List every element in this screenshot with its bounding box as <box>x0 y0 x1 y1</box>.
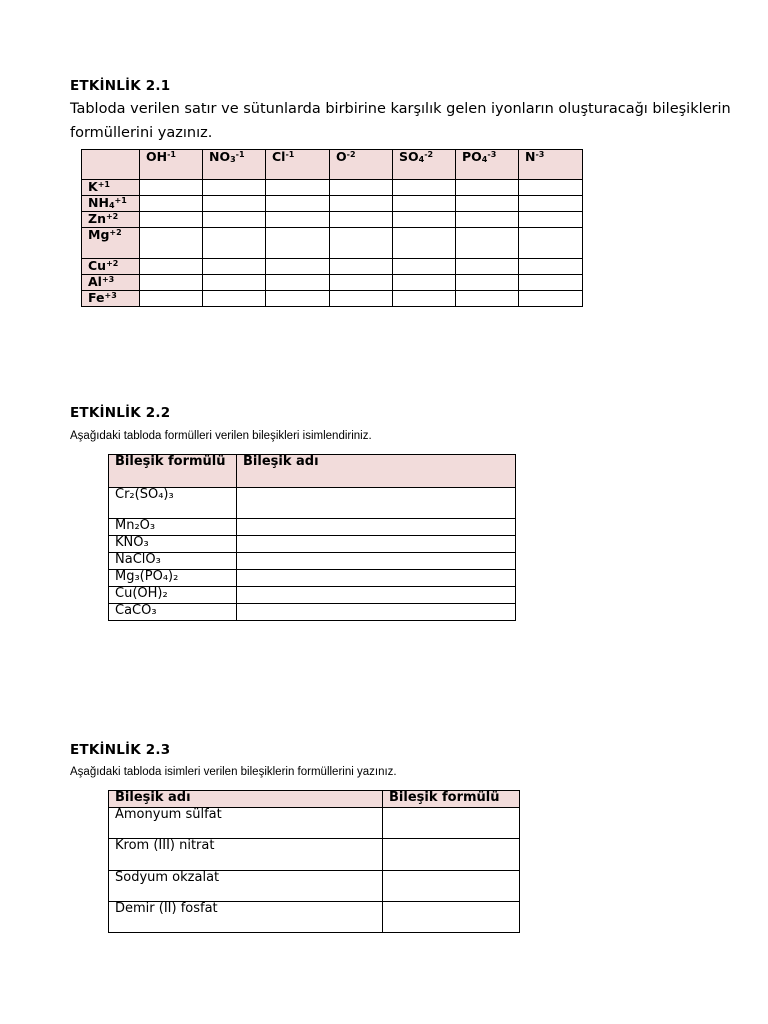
answer-cell[interactable] <box>203 275 266 291</box>
table-row <box>109 519 516 536</box>
answer-cell[interactable] <box>456 212 519 228</box>
compound-formula: Cr₂(SO₄)₃ <box>109 488 237 519</box>
column-header-name: Bileşik adı <box>237 455 516 488</box>
answer-cell[interactable] <box>140 259 203 275</box>
answer-cell[interactable] <box>456 275 519 291</box>
anion-header: $N^{-3}$ <box>519 150 583 180</box>
table-row <box>82 259 583 275</box>
answer-cell[interactable] <box>266 196 330 212</box>
answer-cell[interactable] <box>140 212 203 228</box>
activity-1-instruction-line-1: Tabloda verilen satır ve sütunlarda birbirine karşılık gelen iyonların oluşturacağı bileşiklerin <box>70 101 731 117</box>
table-row <box>82 196 583 212</box>
table-row <box>82 180 583 196</box>
answer-cell[interactable] <box>140 180 203 196</box>
cation-header: $Cu^{+2}$ <box>82 259 140 275</box>
cation-header: $Zn^{+2}$ <box>82 212 140 228</box>
answer-cell[interactable] <box>456 180 519 196</box>
answer-cell[interactable] <box>203 259 266 275</box>
answer-cell[interactable] <box>140 291 203 307</box>
compound-formula: NaClO₃ <box>109 553 237 570</box>
answer-cell[interactable] <box>393 180 456 196</box>
compound-name: Sodyum okzalat <box>109 871 383 902</box>
table-row <box>109 536 516 553</box>
table-row <box>109 902 520 933</box>
answer-cell[interactable] <box>140 228 203 259</box>
table-row <box>109 871 520 902</box>
table-row <box>109 553 516 570</box>
table-row <box>109 604 516 621</box>
answer-cell[interactable] <box>330 212 393 228</box>
answer-cell[interactable] <box>266 228 330 259</box>
compound-name: Amonyum sülfat <box>109 808 383 839</box>
table-row <box>109 587 516 604</box>
answer-cell[interactable] <box>237 587 516 604</box>
answer-cell[interactable] <box>519 275 583 291</box>
formula-naming-table <box>108 454 516 621</box>
anion-header: $Cl^{-1}$ <box>266 150 330 180</box>
answer-cell[interactable] <box>519 180 583 196</box>
answer-cell[interactable] <box>519 212 583 228</box>
answer-cell[interactable] <box>266 291 330 307</box>
answer-cell[interactable] <box>519 259 583 275</box>
table-corner-cell <box>82 150 140 180</box>
activity-1-instruction-line-2: formüllerini yazınız. <box>70 125 213 141</box>
compound-formula: Cu(OH)₂ <box>109 587 237 604</box>
answer-cell[interactable] <box>383 902 520 933</box>
answer-cell[interactable] <box>203 212 266 228</box>
answer-cell[interactable] <box>266 275 330 291</box>
cation-header: $K^{+1}$ <box>82 180 140 196</box>
compound-formula: Mg₃(PO₄)₂ <box>109 570 237 587</box>
compound-name: Krom (III) nitrat <box>109 839 383 871</box>
cation-header: $Mg^{+2}$ <box>82 228 140 259</box>
table-row <box>109 488 516 519</box>
activity-1-heading: ETKİNLİK 2.1 <box>70 78 171 94</box>
answer-cell[interactable] <box>237 570 516 587</box>
answer-cell[interactable] <box>266 212 330 228</box>
activity-3-instruction: Aşağıdaki tabloda isimleri verilen bileşiklerin formüllerini yazınız. <box>70 766 397 778</box>
column-header-formula: Bileşik formülü <box>109 455 237 488</box>
answer-cell[interactable] <box>330 275 393 291</box>
answer-cell[interactable] <box>237 488 516 519</box>
ion-compound-table <box>81 149 583 307</box>
table-row <box>82 291 583 307</box>
answer-cell[interactable] <box>383 871 520 902</box>
activity-3-heading: ETKİNLİK 2.3 <box>70 742 171 758</box>
answer-cell[interactable] <box>330 291 393 307</box>
answer-cell[interactable] <box>393 196 456 212</box>
anion-header: $PO_4^{-3}$ <box>456 150 519 180</box>
table-row <box>82 275 583 291</box>
cation-header: $NH_4^{+1}$ <box>82 196 140 212</box>
answer-cell[interactable] <box>237 519 516 536</box>
answer-cell[interactable] <box>393 275 456 291</box>
answer-cell[interactable] <box>203 228 266 259</box>
answer-cell[interactable] <box>456 291 519 307</box>
anion-header: $NO_3^{-1}$ <box>203 150 266 180</box>
anion-header: $SO_4^{-2}$ <box>393 150 456 180</box>
answer-cell[interactable] <box>519 196 583 212</box>
answer-cell[interactable] <box>330 180 393 196</box>
answer-cell[interactable] <box>266 180 330 196</box>
compound-name: Demir (II) fosfat <box>109 902 383 933</box>
column-header-name: Bileşik adı <box>109 791 383 808</box>
compound-formula: Mn₂O₃ <box>109 519 237 536</box>
activity-2-heading: ETKİNLİK 2.2 <box>70 405 171 421</box>
name-to-formula-table <box>108 790 520 933</box>
answer-cell[interactable] <box>383 808 520 839</box>
answer-cell[interactable] <box>140 196 203 212</box>
column-header-formula: Bileşik formülü <box>383 791 520 808</box>
answer-cell[interactable] <box>330 196 393 212</box>
answer-cell[interactable] <box>203 180 266 196</box>
answer-cell[interactable] <box>237 553 516 570</box>
answer-cell[interactable] <box>519 291 583 307</box>
answer-cell[interactable] <box>330 228 393 259</box>
activity-2-instruction: Aşağıdaki tabloda formülleri verilen bileşikleri isimlendiriniz. <box>70 430 372 442</box>
compound-formula: CaCO₃ <box>109 604 237 621</box>
table-row <box>82 228 583 259</box>
answer-cell[interactable] <box>266 259 330 275</box>
answer-cell[interactable] <box>237 604 516 621</box>
compound-formula: KNO₃ <box>109 536 237 553</box>
answer-cell[interactable] <box>237 536 516 553</box>
table-row <box>109 808 520 839</box>
anion-header: $OH^{-1}$ <box>140 150 203 180</box>
anion-header: $O^{-2}$ <box>330 150 393 180</box>
answer-cell[interactable] <box>393 228 456 259</box>
answer-cell[interactable] <box>393 291 456 307</box>
answer-cell[interactable] <box>456 259 519 275</box>
table-row <box>82 212 583 228</box>
answer-cell[interactable] <box>393 212 456 228</box>
answer-cell[interactable] <box>456 196 519 212</box>
answer-cell[interactable] <box>383 839 520 871</box>
table-row <box>109 570 516 587</box>
cation-header: $Fe^{+3}$ <box>82 291 140 307</box>
answer-cell[interactable] <box>519 228 583 259</box>
answer-cell[interactable] <box>140 275 203 291</box>
table-row <box>109 839 520 871</box>
answer-cell[interactable] <box>203 291 266 307</box>
answer-cell[interactable] <box>330 259 393 275</box>
answer-cell[interactable] <box>203 196 266 212</box>
answer-cell[interactable] <box>393 259 456 275</box>
answer-cell[interactable] <box>456 228 519 259</box>
cation-header: $Al^{+3}$ <box>82 275 140 291</box>
